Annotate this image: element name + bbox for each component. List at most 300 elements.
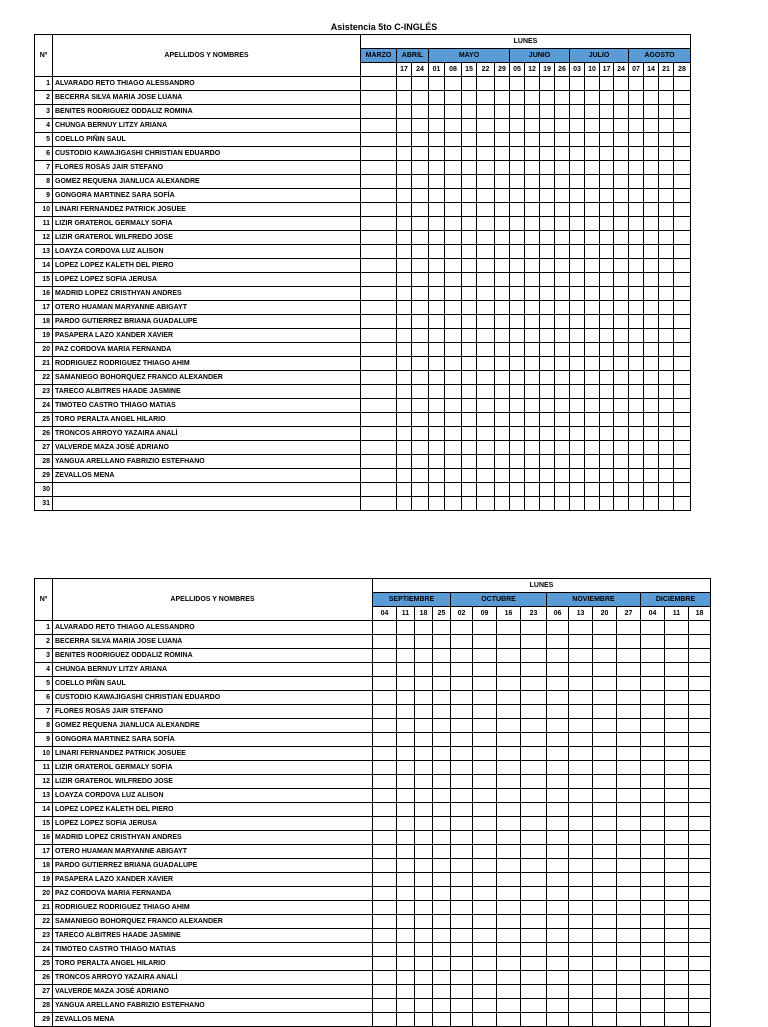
attendance-cell: [674, 455, 691, 469]
attendance-cell: [445, 399, 462, 413]
attendance-cell: [555, 399, 570, 413]
attendance-cell: [600, 315, 614, 329]
attendance-cell: [462, 161, 477, 175]
attendance-cell: [555, 483, 570, 497]
attendance-cell: [445, 301, 462, 315]
attendance-cell: [569, 1013, 593, 1027]
attendance-cell: [674, 105, 691, 119]
attendance-cell: [521, 817, 547, 831]
attendance-cell: [477, 371, 495, 385]
date-header: 11: [397, 607, 415, 621]
attendance-cell: [585, 413, 600, 427]
attendance-cell: [644, 483, 659, 497]
attendance-cell: [600, 343, 614, 357]
attendance-cell: [445, 203, 462, 217]
attendance-cell: [570, 371, 585, 385]
attendance-cell: [665, 677, 689, 691]
attendance-cell: [614, 287, 629, 301]
attendance-cell: [600, 203, 614, 217]
attendance-cell: [614, 315, 629, 329]
student-name: COELLO PIÑIN SAUL: [53, 677, 373, 691]
attendance-cell: [397, 119, 412, 133]
attendance-cell: [665, 803, 689, 817]
attendance-cell: [570, 259, 585, 273]
attendance-cell: [429, 91, 445, 105]
attendance-cell: [462, 189, 477, 203]
table-row: [35, 789, 711, 803]
date-header: 11: [665, 607, 689, 621]
attendance-cell: [412, 399, 429, 413]
attendance-cell: [495, 105, 510, 119]
attendance-cell: [429, 301, 445, 315]
student-name: BECERRA SILVA MARIA JOSE LUANA: [53, 635, 373, 649]
row-number: 21: [35, 357, 53, 371]
attendance-cell: [547, 831, 569, 845]
attendance-cell: [569, 719, 593, 733]
student-name: ZEVALLOS MENA: [53, 1013, 373, 1027]
attendance-cell: [397, 971, 415, 985]
attendance-cell: [641, 915, 665, 929]
attendance-cell: [525, 217, 540, 231]
attendance-cell: [412, 329, 429, 343]
table-row: [35, 245, 691, 259]
attendance-cell: [600, 77, 614, 91]
attendance-cell: [397, 691, 415, 705]
attendance-cell: [477, 273, 495, 287]
attendance-cell: [629, 133, 644, 147]
attendance-cell: [600, 287, 614, 301]
attendance-cell: [555, 203, 570, 217]
attendance-cell: [547, 747, 569, 761]
attendance-cell: [614, 77, 629, 91]
attendance-cell: [497, 887, 521, 901]
attendance-cell: [665, 789, 689, 803]
attendance-cell: [629, 147, 644, 161]
attendance-cell: [445, 287, 462, 301]
attendance-cell: [593, 929, 617, 943]
attendance-cell: [540, 133, 555, 147]
attendance-cell: [473, 929, 497, 943]
date-header: 21: [659, 63, 674, 77]
attendance-cell: [433, 831, 451, 845]
attendance-cell: [495, 497, 510, 511]
attendance-cell: [415, 705, 433, 719]
attendance-cell: [433, 803, 451, 817]
attendance-cell: [665, 957, 689, 971]
attendance-cell: [445, 259, 462, 273]
attendance-cell: [433, 915, 451, 929]
attendance-cell: [644, 399, 659, 413]
student-name: VALVERDE MAZA JOSÉ ADRIANO: [53, 985, 373, 999]
attendance-cell: [665, 621, 689, 635]
month-header: ABRIL: [397, 49, 429, 63]
attendance-cell: [593, 635, 617, 649]
attendance-cell: [510, 77, 525, 91]
attendance-cell: [477, 455, 495, 469]
attendance-cell: [570, 175, 585, 189]
attendance-cell: [495, 273, 510, 287]
attendance-cell: [497, 915, 521, 929]
table-row: [35, 357, 691, 371]
attendance-cell: [445, 455, 462, 469]
attendance-cell: [540, 399, 555, 413]
attendance-cell: [397, 775, 415, 789]
attendance-cell: [540, 259, 555, 273]
attendance-cell: [477, 497, 495, 511]
attendance-cell: [525, 385, 540, 399]
attendance-cell: [397, 859, 415, 873]
attendance-cell: [689, 719, 711, 733]
attendance-cell: [617, 705, 641, 719]
attendance-cell: [569, 761, 593, 775]
attendance-cell: [521, 873, 547, 887]
attendance-cell: [361, 427, 397, 441]
attendance-cell: [361, 203, 397, 217]
attendance-cell: [644, 245, 659, 259]
row-number: 5: [35, 677, 53, 691]
attendance-cell: [593, 663, 617, 677]
table-row: [35, 371, 691, 385]
attendance-cell: [445, 427, 462, 441]
student-name: PARDO GUTIERREZ BRIANA GUADALUPE: [53, 315, 361, 329]
table-row: [35, 663, 711, 677]
attendance-cell: [412, 315, 429, 329]
attendance-cell: [361, 357, 397, 371]
attendance-cell: [477, 259, 495, 273]
month-header: NOVIEMBRE: [547, 593, 641, 607]
attendance-cell: [429, 77, 445, 91]
attendance-cell: [373, 957, 397, 971]
attendance-cell: [497, 663, 521, 677]
attendance-cell: [373, 873, 397, 887]
student-name: CHUNGA BERNUY LITZY ARIANA: [53, 119, 361, 133]
attendance-cell: [585, 455, 600, 469]
table-row: [35, 469, 691, 483]
attendance-cell: [497, 817, 521, 831]
attendance-cell: [473, 705, 497, 719]
attendance-cell: [361, 119, 397, 133]
attendance-cell: [429, 203, 445, 217]
attendance-cell: [674, 357, 691, 371]
attendance-cell: [674, 497, 691, 511]
attendance-cell: [593, 859, 617, 873]
attendance-cell: [361, 147, 397, 161]
attendance-cell: [412, 385, 429, 399]
attendance-cell: [674, 371, 691, 385]
attendance-cell: [614, 399, 629, 413]
attendance-cell: [659, 371, 674, 385]
attendance-cell: [415, 929, 433, 943]
attendance-cell: [397, 845, 415, 859]
attendance-cell: [644, 329, 659, 343]
attendance-cell: [415, 677, 433, 691]
attendance-cell: [397, 273, 412, 287]
attendance-cell: [473, 887, 497, 901]
month-header: MAYO: [429, 49, 510, 63]
row-number: 22: [35, 371, 53, 385]
attendance-cell: [659, 441, 674, 455]
attendance-cell: [665, 747, 689, 761]
table-row: [35, 133, 691, 147]
attendance-cell: [614, 203, 629, 217]
attendance-cell: [659, 357, 674, 371]
attendance-cell: [361, 315, 397, 329]
attendance-cell: [521, 761, 547, 775]
attendance-cell: [569, 789, 593, 803]
attendance-cell: [659, 287, 674, 301]
table-row: [35, 161, 691, 175]
attendance-table: [34, 578, 711, 1027]
attendance-cell: [521, 971, 547, 985]
attendance-cell: [412, 273, 429, 287]
attendance-cell: [495, 483, 510, 497]
attendance-cell: [569, 775, 593, 789]
attendance-cell: [585, 385, 600, 399]
student-name: TIMOTEO CASTRO THIAGO MATIAS: [53, 943, 373, 957]
attendance-cell: [593, 915, 617, 929]
attendance-cell: [569, 859, 593, 873]
attendance-cell: [361, 301, 397, 315]
table-row: [35, 343, 691, 357]
attendance-cell: [555, 231, 570, 245]
attendance-cell: [674, 91, 691, 105]
attendance-cell: [462, 399, 477, 413]
attendance-cell: [617, 901, 641, 915]
attendance-cell: [555, 371, 570, 385]
attendance-cell: [521, 705, 547, 719]
table-row: [35, 455, 691, 469]
attendance-cell: [540, 441, 555, 455]
row-number: 8: [35, 719, 53, 733]
attendance-cell: [644, 273, 659, 287]
attendance-cell: [445, 175, 462, 189]
attendance-cell: [644, 203, 659, 217]
attendance-cell: [373, 663, 397, 677]
attendance-cell: [473, 649, 497, 663]
attendance-cell: [659, 483, 674, 497]
attendance-cell: [451, 705, 473, 719]
attendance-cell: [600, 301, 614, 315]
attendance-cell: [555, 119, 570, 133]
attendance-cell: [659, 329, 674, 343]
attendance-cell: [547, 985, 569, 999]
attendance-cell: [674, 427, 691, 441]
attendance-cell: [510, 413, 525, 427]
attendance-cell: [600, 217, 614, 231]
attendance-cell: [570, 427, 585, 441]
student-name: BENITES RODRIGUEZ ODDALIZ ROMINA: [53, 105, 361, 119]
attendance-cell: [689, 663, 711, 677]
attendance-cell: [477, 133, 495, 147]
attendance-cell: [361, 497, 397, 511]
attendance-cell: [600, 483, 614, 497]
attendance-cell: [569, 985, 593, 999]
attendance-cell: [477, 413, 495, 427]
attendance-cell: [412, 91, 429, 105]
attendance-cell: [585, 441, 600, 455]
attendance-cell: [629, 119, 644, 133]
attendance-cell: [497, 803, 521, 817]
attendance-cell: [525, 231, 540, 245]
student-name: LOAYZA CORDOVA LUZ ALISON: [53, 789, 373, 803]
attendance-cell: [555, 161, 570, 175]
attendance-cell: [497, 761, 521, 775]
table-row: [35, 287, 691, 301]
attendance-cell: [510, 245, 525, 259]
attendance-cell: [629, 469, 644, 483]
student-name: GOMEZ REQUENA JIANLUCA ALEXANDRE: [53, 719, 373, 733]
attendance-cell: [614, 175, 629, 189]
attendance-cell: [600, 259, 614, 273]
row-number: 28: [35, 455, 53, 469]
row-number: 17: [35, 301, 53, 315]
row-number: 26: [35, 427, 53, 441]
attendance-cell: [373, 761, 397, 775]
attendance-cell: [569, 887, 593, 901]
attendance-cell: [429, 105, 445, 119]
attendance-cell: [495, 399, 510, 413]
attendance-cell: [497, 719, 521, 733]
attendance-cell: [659, 105, 674, 119]
month-header: MARZO: [361, 49, 397, 63]
attendance-cell: [585, 119, 600, 133]
attendance-cell: [569, 621, 593, 635]
attendance-cell: [540, 105, 555, 119]
attendance-cell: [555, 413, 570, 427]
table-row: [35, 803, 711, 817]
attendance-cell: [510, 455, 525, 469]
row-number: 26: [35, 971, 53, 985]
attendance-cell: [397, 399, 412, 413]
attendance-cell: [433, 985, 451, 999]
attendance-cell: [547, 663, 569, 677]
table-row: [35, 427, 691, 441]
table-row: [35, 91, 691, 105]
attendance-cell: [433, 761, 451, 775]
attendance-cell: [525, 133, 540, 147]
attendance-cell: [644, 385, 659, 399]
attendance-cell: [445, 343, 462, 357]
attendance-cell: [433, 677, 451, 691]
attendance-cell: [397, 91, 412, 105]
attendance-cell: [397, 315, 412, 329]
attendance-cell: [629, 483, 644, 497]
attendance-cell: [462, 343, 477, 357]
table-row: [35, 301, 691, 315]
attendance-cell: [510, 273, 525, 287]
table-row: [35, 747, 711, 761]
attendance-cell: [397, 427, 412, 441]
attendance-cell: [433, 789, 451, 803]
attendance-cell: [689, 845, 711, 859]
attendance-cell: [473, 789, 497, 803]
attendance-cell: [495, 203, 510, 217]
row-number: 15: [35, 273, 53, 287]
attendance-cell: [361, 259, 397, 273]
attendance-cell: [473, 733, 497, 747]
student-name: PARDO GUTIERREZ BRIANA GUADALUPE: [53, 859, 373, 873]
attendance-cell: [433, 957, 451, 971]
attendance-cell: [570, 77, 585, 91]
attendance-cell: [373, 901, 397, 915]
attendance-cell: [629, 105, 644, 119]
attendance-cell: [689, 649, 711, 663]
date-header: 10: [585, 63, 600, 77]
attendance-cell: [473, 901, 497, 915]
attendance-cell: [585, 147, 600, 161]
attendance-cell: [373, 971, 397, 985]
attendance-cell: [397, 803, 415, 817]
row-number: 14: [35, 259, 53, 273]
attendance-cell: [569, 873, 593, 887]
attendance-cell: [462, 329, 477, 343]
attendance-cell: [373, 831, 397, 845]
attendance-cell: [510, 161, 525, 175]
attendance-cell: [433, 1013, 451, 1027]
attendance-cell: [547, 677, 569, 691]
attendance-cell: [547, 691, 569, 705]
attendance-cell: [525, 343, 540, 357]
attendance-cell: [659, 91, 674, 105]
table-row: [35, 175, 691, 189]
attendance-cell: [585, 161, 600, 175]
attendance-cell: [445, 147, 462, 161]
attendance-cell: [555, 189, 570, 203]
attendance-cell: [547, 719, 569, 733]
attendance-cell: [569, 691, 593, 705]
attendance-cell: [433, 999, 451, 1013]
attendance-cell: [415, 761, 433, 775]
attendance-cell: [617, 803, 641, 817]
date-header: 04: [373, 607, 397, 621]
attendance-cell: [644, 315, 659, 329]
attendance-cell: [462, 245, 477, 259]
attendance-cell: [445, 357, 462, 371]
attendance-cell: [397, 719, 415, 733]
attendance-cell: [445, 497, 462, 511]
attendance-cell: [540, 231, 555, 245]
attendance-cell: [629, 287, 644, 301]
attendance-cell: [451, 999, 473, 1013]
row-number: 4: [35, 663, 53, 677]
attendance-cell: [570, 497, 585, 511]
attendance-cell: [521, 677, 547, 691]
student-name: LOPEZ LOPEZ KALETH DEL PIERO: [53, 803, 373, 817]
attendance-cell: [473, 943, 497, 957]
row-number: 25: [35, 957, 53, 971]
student-name: TARECO ALBITRES HAADE JASMINE: [53, 385, 361, 399]
attendance-cell: [415, 803, 433, 817]
attendance-cell: [555, 469, 570, 483]
attendance-cell: [397, 817, 415, 831]
attendance-cell: [644, 133, 659, 147]
attendance-cell: [674, 147, 691, 161]
attendance-cell: [629, 343, 644, 357]
attendance-cell: [593, 733, 617, 747]
row-number: 11: [35, 761, 53, 775]
attendance-cell: [397, 483, 412, 497]
student-name: COELLO PIÑIN SAUL: [53, 133, 361, 147]
attendance-cell: [665, 943, 689, 957]
attendance-cell: [540, 343, 555, 357]
attendance-cell: [555, 245, 570, 259]
attendance-cell: [495, 161, 510, 175]
attendance-cell: [510, 343, 525, 357]
attendance-cell: [521, 649, 547, 663]
attendance-cell: [473, 663, 497, 677]
month-header: SEPTIEMBRE: [373, 593, 451, 607]
attendance-cell: [674, 413, 691, 427]
